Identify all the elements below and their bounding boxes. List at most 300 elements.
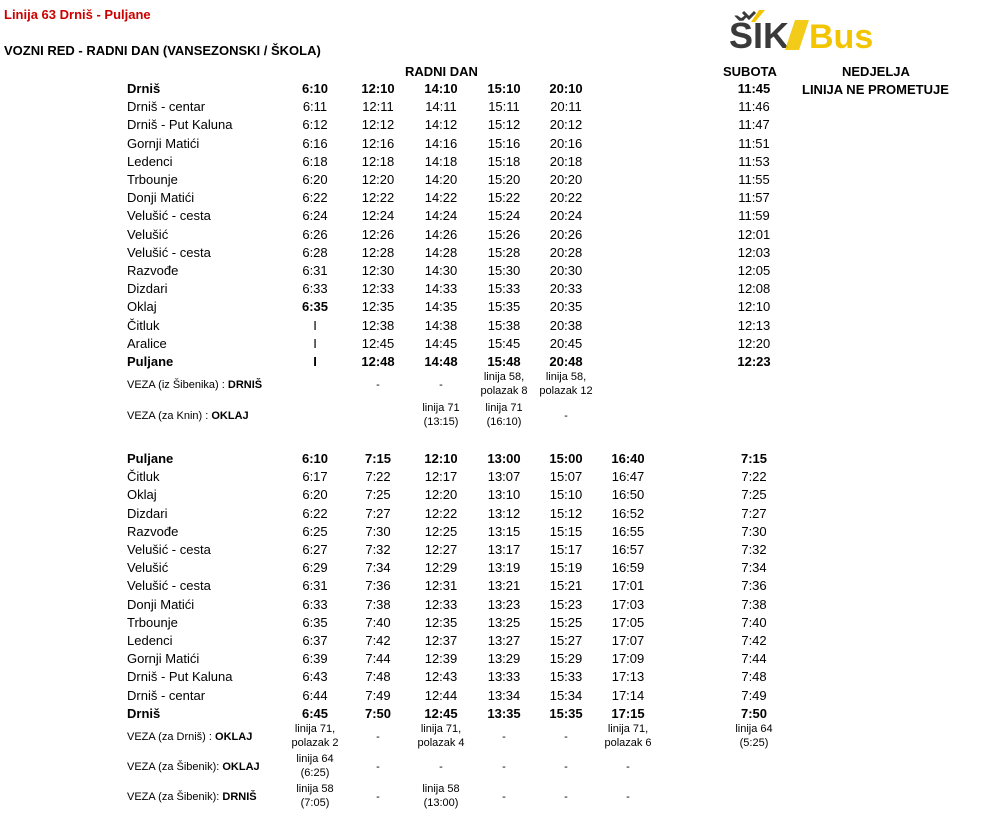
stop-name: Drniš - Put Kaluna	[127, 117, 233, 133]
table-row	[0, 81, 986, 99]
departure-time: 16:47	[611, 469, 645, 485]
connection-text: VEZA (iz Šibenika) :	[127, 379, 228, 391]
departure-time: 6:25	[302, 523, 328, 539]
departure-time: 17:13	[611, 669, 645, 685]
saturday-time: 11:51	[738, 135, 770, 151]
table-row	[0, 578, 986, 596]
stop-name: Oklaj	[127, 299, 157, 315]
departure-time: 12:22	[361, 190, 395, 206]
departure-time: 7:40	[365, 614, 391, 630]
departure-time: 20:30	[549, 263, 583, 278]
connection-info: -	[626, 761, 630, 773]
departure-time: 6:17	[302, 469, 328, 485]
departure-time: 12:16	[361, 135, 395, 151]
departure-time: 17:15	[611, 705, 645, 721]
stop-name: Velušić - cesta	[127, 244, 211, 260]
saturday-time: 12:13	[737, 317, 771, 333]
departure-time: 20:11	[550, 99, 582, 115]
departure-time: 12:10	[361, 81, 395, 96]
departure-time: 6:37	[302, 633, 328, 648]
departure-time: 16:55	[611, 523, 645, 539]
connection-info: -	[439, 761, 443, 773]
departure-time: 15:12	[487, 117, 521, 133]
departure-time: 12:39	[424, 651, 458, 667]
stop-name: Drniš - Put Kaluna	[127, 669, 233, 685]
departure-time: 15:20	[487, 172, 521, 187]
table-row	[0, 318, 986, 336]
connection-label	[127, 761, 260, 773]
saturday-time: 7:27	[741, 505, 767, 521]
departure-time: 13:07	[487, 469, 521, 485]
departure-time: 17:01	[611, 578, 645, 594]
stop-name: Oklaj	[127, 487, 157, 503]
saturday-time: 7:42	[741, 633, 767, 648]
departure-time: 20:10	[549, 81, 583, 96]
departure-time: 6:35	[301, 299, 329, 315]
departure-time: 15:33	[487, 281, 521, 297]
departure-time: 12:43	[424, 669, 458, 685]
connection-place: OKLAJ	[222, 761, 260, 773]
departure-time: 6:10	[301, 81, 329, 96]
stop-name: Čitluk	[127, 317, 160, 333]
saturday-time: 12:08	[737, 281, 771, 297]
connection-row	[0, 752, 986, 782]
departure-time: 6:33	[302, 596, 328, 612]
saturday-time: 12:10	[737, 299, 771, 315]
stop-name: Donji Matići	[127, 190, 195, 206]
saturday-time: 12:05	[737, 263, 771, 278]
departure-time: 13:12	[487, 505, 521, 521]
departure-time: 15:28	[487, 244, 521, 260]
departure-time: 6:24	[302, 208, 328, 224]
departure-time: 15:22	[487, 190, 521, 206]
stop-name: Puljane	[127, 354, 174, 369]
departure-time: 13:10	[487, 487, 521, 503]
departure-time: 14:16	[424, 135, 458, 151]
departure-time: 14:20	[424, 172, 458, 187]
stop-name: Ledenci	[127, 153, 173, 169]
stop-name: Dizdari	[127, 281, 168, 297]
departure-time: 12:25	[424, 523, 458, 539]
departure-time: 12:20	[424, 487, 458, 503]
stop-name: Razvođe	[127, 263, 179, 278]
stop-name: Donji Matići	[127, 596, 195, 612]
table-row	[0, 336, 986, 354]
departure-time: 13:21	[487, 578, 521, 594]
departure-time: 15:33	[549, 669, 583, 685]
departure-time: 14:48	[424, 354, 458, 369]
saturday-time: 12:23	[737, 354, 771, 369]
departure-time: 6:16	[302, 135, 328, 151]
departure-time: 15:21	[549, 578, 583, 594]
timetable-subtitle: VOZNI RED - RADNI DAN (VANSEZONSKI / ŠKOLA)	[4, 43, 321, 58]
table-row	[0, 688, 986, 706]
departure-time: 15:10	[549, 487, 583, 503]
departure-time: 15:29	[549, 651, 583, 667]
departure-time: 17:03	[611, 596, 645, 612]
departure-time: 6:33	[302, 281, 328, 297]
saturday-time: 11:45	[737, 81, 771, 96]
departure-time: 14:22	[424, 190, 458, 206]
departure-time: 7:49	[365, 687, 391, 703]
table-row	[0, 469, 986, 487]
saturday-time: 11:47	[738, 117, 770, 133]
departure-time: 13:15	[487, 523, 521, 539]
departure-time: 6:39	[302, 651, 328, 667]
saturday-time: 11:59	[738, 208, 770, 224]
departure-time: 15:30	[487, 263, 521, 278]
departure-time: 12:18	[361, 153, 395, 169]
departure-time: 15:07	[549, 469, 583, 485]
departure-time: 20:35	[549, 299, 583, 315]
departure-time: 7:34	[365, 560, 391, 576]
stop-name: Velušić	[127, 226, 169, 242]
saturday-time: 11:57	[738, 190, 770, 206]
departure-time: 6:18	[302, 153, 328, 169]
sikbus-logo	[729, 10, 904, 54]
departure-time: 15:23	[549, 596, 583, 612]
connection-info: -	[376, 791, 380, 803]
table-row	[0, 524, 986, 542]
departure-time: 13:35	[487, 705, 521, 721]
connection-place: OKLAJ	[215, 731, 253, 743]
connection-info: -	[502, 791, 506, 803]
departure-time: 7:32	[365, 542, 391, 557]
saturday-time: 7:34	[741, 560, 767, 576]
connection-info-saturday: linija 64 (5:25)	[735, 723, 773, 749]
table-row	[0, 208, 986, 226]
departure-time: 6:27	[302, 542, 328, 557]
departure-time: 12:12	[361, 117, 395, 133]
departure-time: 12:17	[424, 469, 458, 485]
departure-time: 15:27	[549, 633, 583, 648]
stop-name: Velušić - cesta	[127, 578, 211, 594]
connection-place: DRNIŠ	[222, 791, 257, 803]
table-row	[0, 633, 986, 651]
departure-time: 14:33	[424, 281, 458, 297]
departure-time: 20:12	[549, 117, 583, 133]
stop-name: Ledenci	[127, 633, 173, 648]
table-row	[0, 245, 986, 263]
departure-time: 6:12	[302, 117, 328, 133]
stop-name: Drniš	[127, 705, 161, 721]
departure-time: 13:33	[487, 669, 521, 685]
departure-time: 12:33	[424, 596, 458, 612]
table-row	[0, 487, 986, 505]
stop-name: Trbounje	[127, 614, 178, 630]
departure-time: 15:35	[549, 705, 583, 721]
departure-time: 20:18	[549, 153, 583, 169]
connection-info: linija 58 (7:05)	[296, 783, 334, 809]
departure-time: 14:11	[425, 99, 457, 115]
departure-time: I	[313, 317, 317, 333]
departure-time: 14:45	[424, 335, 458, 351]
departure-time: 14:38	[424, 317, 458, 333]
saturday-time: 7:15	[740, 451, 768, 466]
departure-time: 15:18	[487, 153, 521, 169]
departure-time: 15:38	[487, 317, 521, 333]
saturday-time: 7:50	[740, 705, 768, 721]
departure-time: 20:24	[549, 208, 583, 224]
departure-time: 14:35	[424, 299, 458, 315]
departure-time: 12:33	[361, 281, 395, 297]
departure-time: 12:45	[361, 335, 395, 351]
departure-time: 15:34	[549, 687, 583, 703]
connection-info: -	[564, 791, 568, 803]
svg-text:Bus: Bus	[809, 18, 874, 54]
departure-time: 14:10	[424, 81, 458, 96]
departure-time: 13:27	[487, 633, 521, 648]
connection-info: linija 71, polazak 4	[417, 723, 465, 749]
departure-time: 20:48	[549, 354, 583, 369]
connection-info: -	[376, 379, 380, 391]
connection-info: linija 58 (13:00)	[422, 783, 460, 809]
departure-time: 20:16	[549, 135, 583, 151]
departure-time: 15:24	[487, 208, 521, 224]
departure-time: 14:24	[424, 208, 458, 224]
departure-time: 13:34	[487, 687, 521, 703]
departure-time: 6:28	[302, 244, 328, 260]
connection-info: linija 71 (16:10)	[485, 402, 523, 428]
saturday-time: 11:53	[738, 153, 770, 169]
departure-time: 6:20	[302, 487, 328, 503]
departure-time: 7:25	[365, 487, 391, 503]
departure-time: 15:10	[487, 81, 521, 96]
departure-time: I	[313, 354, 317, 369]
departure-time: 7:27	[365, 505, 391, 521]
table-row	[0, 117, 986, 135]
departure-time: 13:00	[487, 451, 521, 466]
stop-name: Puljane	[127, 451, 174, 466]
connection-label	[127, 379, 262, 391]
departure-time: 6:22	[302, 190, 328, 206]
table-row	[0, 451, 986, 469]
departure-time: 13:17	[487, 542, 521, 557]
departure-time: 12:38	[361, 317, 395, 333]
departure-time: 14:18	[424, 153, 458, 169]
table-row	[0, 299, 986, 317]
departure-time: 16:40	[611, 451, 645, 466]
departure-time: 12:31	[424, 578, 458, 594]
connection-info: -	[564, 410, 568, 422]
table-row	[0, 190, 986, 208]
departure-time: 7:44	[365, 651, 391, 667]
saturday-time: 12:01	[737, 226, 771, 242]
connection-info: -	[564, 761, 568, 773]
departure-time: 12:27	[424, 542, 458, 557]
departure-time: 15:45	[487, 335, 521, 351]
weekday-header: RADNI DAN	[405, 64, 478, 79]
connection-info: linija 71, polazak 2	[291, 723, 339, 749]
table-row	[0, 263, 986, 281]
departure-time: 7:36	[365, 578, 391, 594]
departure-time: 20:20	[549, 172, 583, 187]
connection-place: DRNIŠ	[227, 379, 263, 391]
stop-name: Čitluk	[127, 469, 160, 485]
departure-time: 6:31	[302, 578, 328, 594]
departure-time: 6:35	[302, 614, 328, 630]
saturday-time: 7:25	[741, 487, 767, 503]
departure-time: 15:35	[487, 299, 521, 315]
departure-time: 6:29	[302, 560, 328, 576]
departure-time: 7:48	[365, 669, 391, 685]
stop-name: Aralice	[127, 335, 167, 351]
departure-time: 15:15	[549, 523, 583, 539]
connection-row	[0, 722, 986, 752]
departure-time: 13:25	[487, 614, 521, 630]
departure-time: 20:26	[549, 226, 583, 242]
departure-time: 7:38	[365, 596, 391, 612]
table-row	[0, 651, 986, 669]
departure-time: 6:44	[302, 687, 328, 703]
departure-time: 20:28	[549, 244, 583, 260]
departure-time: 12:30	[361, 263, 395, 278]
departure-time: 17:14	[611, 687, 645, 703]
connection-text: VEZA (za Knin) :	[127, 410, 212, 422]
departure-time: 17:09	[611, 651, 645, 667]
departure-time: 6:20	[302, 172, 328, 187]
departure-time: 15:16	[487, 135, 521, 151]
connection-info: linija 71, polazak 6	[604, 723, 652, 749]
departure-time: 13:19	[487, 560, 521, 576]
departure-time: 12:35	[361, 299, 395, 315]
departure-time: 15:17	[549, 542, 583, 557]
departure-time: 6:10	[301, 451, 329, 466]
departure-time: 12:22	[424, 505, 458, 521]
connection-info: -	[376, 761, 380, 773]
connection-info: linija 71 (13:15)	[422, 402, 460, 428]
departure-time: 12:35	[424, 614, 458, 630]
departure-time: 16:57	[611, 542, 645, 557]
connection-info: -	[626, 791, 630, 803]
saturday-time: 7:22	[741, 469, 767, 485]
saturday-header: SUBOTA	[723, 64, 777, 79]
saturday-time: 11:46	[738, 99, 770, 115]
connection-row	[0, 782, 986, 812]
departure-time: 14:12	[424, 117, 458, 133]
departure-time: 12:24	[361, 208, 395, 224]
departure-time: 13:23	[487, 596, 521, 612]
departure-time: 12:29	[424, 560, 458, 576]
departure-time: 17:05	[611, 614, 645, 630]
stop-name: Trbounje	[127, 172, 178, 187]
departure-time: 12:10	[424, 451, 458, 466]
departure-time: 16:50	[611, 487, 645, 503]
departure-time: 12:11	[362, 99, 394, 115]
departure-time: 15:19	[549, 560, 583, 576]
saturday-time: 7:40	[741, 614, 767, 630]
connection-info: -	[564, 731, 568, 743]
connection-label	[127, 410, 249, 422]
departure-time: 14:26	[424, 226, 458, 242]
table-row	[0, 615, 986, 633]
departure-time: I	[313, 335, 317, 351]
departure-time: 12:37	[424, 633, 458, 648]
departure-time: 7:50	[364, 705, 392, 721]
connection-label	[127, 791, 257, 803]
saturday-time: 12:03	[737, 244, 771, 260]
connection-info: linija 58, polazak 8	[480, 371, 528, 397]
saturday-time: 7:49	[741, 687, 767, 703]
stop-name: Razvođe	[127, 523, 179, 539]
stop-name: Velušić	[127, 560, 169, 576]
stop-name: Velušić - cesta	[127, 542, 211, 557]
connection-info: -	[439, 379, 443, 391]
saturday-time: 7:48	[741, 669, 767, 685]
departure-time: 14:28	[424, 244, 458, 260]
departure-time: 6:22	[302, 505, 328, 521]
saturday-time: 12:20	[737, 335, 771, 351]
saturday-time: 7:30	[741, 523, 767, 539]
connection-text: VEZA (za Šibenik):	[127, 791, 223, 803]
departure-time: 7:30	[365, 523, 391, 539]
departure-time: 16:59	[611, 560, 645, 576]
departure-time: 13:29	[487, 651, 521, 667]
departure-time: 15:48	[487, 354, 521, 369]
connection-info: linija 58, polazak 12	[539, 371, 593, 397]
departure-time: 7:22	[365, 469, 391, 485]
departure-time: 20:38	[549, 317, 583, 333]
departure-time: 20:33	[549, 281, 583, 297]
table-row	[0, 560, 986, 578]
table-row	[0, 154, 986, 172]
saturday-time: 7:38	[741, 596, 767, 612]
connection-row	[0, 401, 986, 431]
departure-time: 6:31	[302, 263, 328, 278]
departure-time: 14:30	[424, 263, 458, 278]
stop-name: Drniš - centar	[127, 99, 206, 115]
departure-time: 6:43	[302, 669, 328, 685]
table-row	[0, 99, 986, 117]
sunday-note: LINIJA NE PROMETUJE	[802, 82, 949, 97]
stop-name: Drniš	[127, 81, 161, 96]
departure-time: 6:26	[302, 226, 328, 242]
connection-info: -	[376, 731, 380, 743]
departure-time: 15:25	[549, 614, 583, 630]
connection-info: -	[502, 761, 506, 773]
departure-time: 15:12	[549, 505, 583, 521]
departure-time: 15:00	[549, 451, 583, 466]
saturday-time: 7:32	[741, 542, 767, 557]
table-row	[0, 136, 986, 154]
departure-time: 6:45	[301, 705, 329, 721]
departure-time: 15:11	[488, 99, 520, 115]
table-row	[0, 227, 986, 245]
table-row	[0, 172, 986, 190]
saturday-time: 11:55	[738, 172, 770, 187]
table-row	[0, 542, 986, 560]
departure-time: 15:26	[487, 226, 521, 242]
connection-label	[127, 731, 252, 743]
departure-time: 12:44	[424, 687, 458, 703]
saturday-time: 7:44	[741, 651, 767, 667]
connection-info: linija 64 (6:25)	[296, 753, 334, 779]
table-row	[0, 669, 986, 687]
connection-text: VEZA (za Drniš) :	[127, 731, 216, 743]
departure-time: 20:22	[549, 190, 583, 206]
departure-time: 12:28	[361, 244, 395, 260]
connection-info: -	[502, 731, 506, 743]
departure-time: 12:45	[424, 705, 458, 721]
departure-time: 7:15	[364, 451, 392, 466]
departure-time: 16:52	[611, 505, 645, 521]
table-row	[0, 506, 986, 524]
table-row	[0, 281, 986, 299]
stop-name: Drniš - centar	[127, 687, 206, 703]
connection-text: VEZA (za Šibenik):	[127, 761, 223, 773]
table-row	[0, 597, 986, 615]
stop-name: Dizdari	[127, 505, 168, 521]
